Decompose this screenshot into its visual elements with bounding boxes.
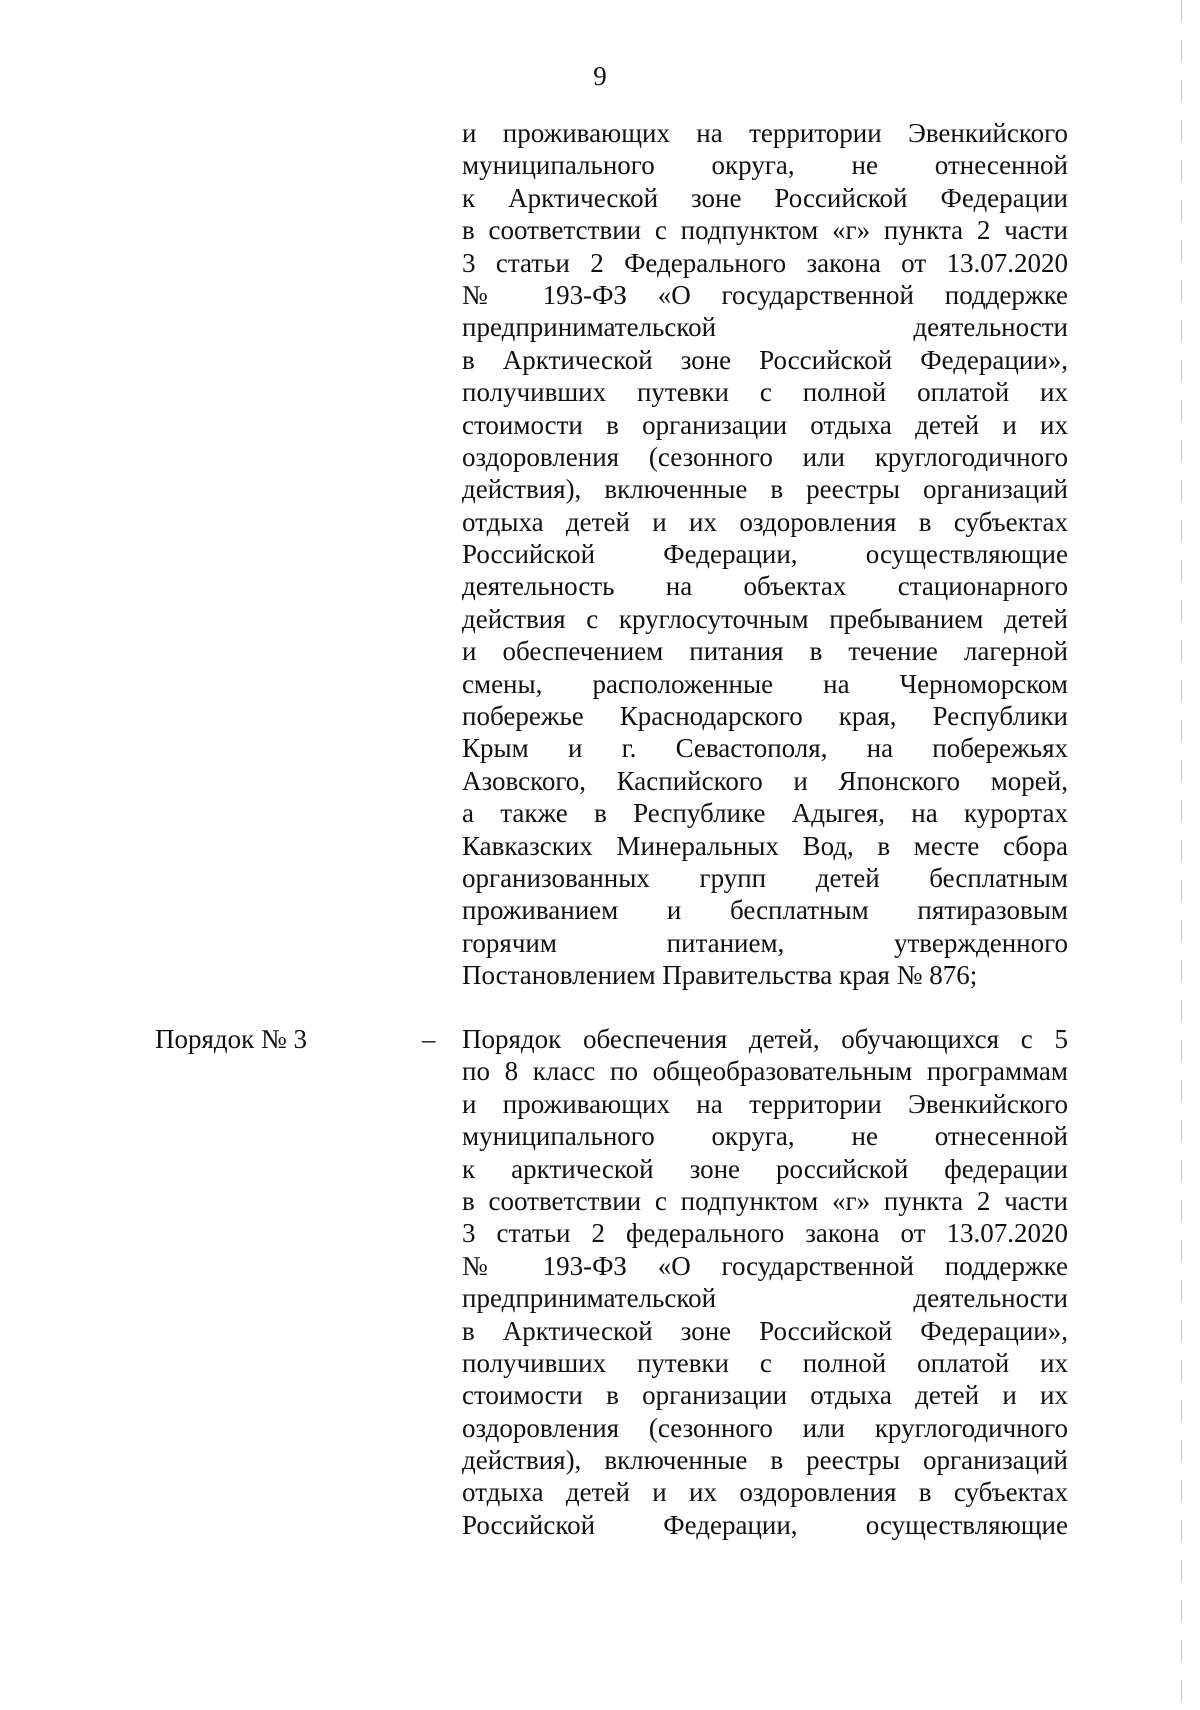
paragraph-line: предпринимательской деятельности (462, 312, 1068, 343)
paragraph-line: № 193-ФЗ «О государственной поддержке (462, 1250, 1068, 1281)
paragraph-line: Постановлением Правительства края № 876; (462, 960, 978, 991)
paragraph-line: стоимости в организации отдыха детей и их (462, 1380, 1068, 1411)
paragraph-line: стоимости в организации отдыха детей и их (462, 409, 1068, 440)
paragraph-line: Азовского, Каспийского и Японского морей, (462, 765, 1068, 796)
page-number: 9 (593, 61, 607, 91)
paragraph-line: действия), включенные в реестры организаций (462, 474, 1068, 505)
paragraph-line: а также в Республике Адыгея, на курортах (462, 798, 1068, 829)
paragraph-line: 3 статьи 2 Федерального закона от 13.07.2020 (462, 247, 1068, 278)
paragraph-line: Российской Федерации, осуществляющие (462, 1509, 1068, 1540)
paragraph-line: муниципального округа, не отнесенной (462, 1121, 1068, 1152)
paragraph-line: и проживающих на территории Эвенкийского (462, 1088, 1068, 1119)
paragraph-line: в соответствии с подпунктом «г» пункта 2 части (462, 215, 1068, 246)
order-label: Порядок № 3 (155, 1024, 308, 1054)
paragraph-line: Кавказских Минеральных Вод, в месте сбора (462, 830, 1068, 861)
paragraph-line: действия с круглосуточным пребыванием детей (462, 603, 1068, 634)
paragraph-line: и обеспечением питания в течение лагерной (462, 636, 1068, 667)
paragraph-line: в Арктической зоне Российской Федерации», (462, 344, 1068, 375)
paragraph-line: получивших путевки с полной оплатой их (462, 1347, 1068, 1378)
paragraph-line: № 193-ФЗ «О государственной поддержке (462, 279, 1068, 310)
dash-separator: – (422, 1024, 436, 1054)
paragraph-line: организованных групп детей бесплатным (462, 862, 1068, 893)
paragraph-line: отдыха детей и их оздоровления в субъектах (462, 506, 1068, 537)
continued-paragraph (462, 117, 1068, 992)
paragraph-line: получивших путевки с полной оплатой их (462, 377, 1068, 408)
paragraph-line: Крым и г. Севастополя, на побережьях (462, 733, 1068, 764)
order-description (462, 1023, 1068, 1541)
paragraph-line: оздоровления (сезонного или круглогодичного (462, 441, 1068, 472)
paragraph-line: Порядок обеспечения детей, обучающихся с 5 (462, 1024, 1068, 1054)
paragraph-line: 3 статьи 2 федерального закона от 13.07.2020 (462, 1218, 1068, 1249)
paragraph-line: смены, расположенные на Черноморском (462, 668, 1068, 699)
paragraph-line: муниципального округа, не отнесенной (462, 150, 1068, 181)
paragraph-line: в Арктической зоне Российской Федерации», (462, 1315, 1068, 1346)
paragraph-line: и проживающих на территории Эвенкийского (462, 118, 1068, 148)
paragraph-line: по 8 класс по общеобразовательным программам (462, 1056, 1068, 1087)
paragraph-line: отдыха детей и их оздоровления в субъектах (462, 1477, 1068, 1508)
paragraph-line: оздоровления (сезонного или круглогодичного (462, 1412, 1068, 1443)
paragraph-line: действия), включенные в реестры организаций (462, 1445, 1068, 1476)
paragraph-line: проживанием и бесплатным пятиразовым (462, 895, 1068, 926)
paragraph-line: к Арктической зоне Российской Федерации (462, 182, 1068, 213)
paragraph-line: горячим питанием, утвержденного (462, 927, 1068, 958)
paragraph-line: побережье Краснодарского края, Республики (462, 701, 1068, 732)
paragraph-line: деятельность на объектах стационарного (462, 571, 1068, 602)
paragraph-line: предпринимательской деятельности (462, 1283, 1068, 1314)
paragraph-line: Российской Федерации, осуществляющие (462, 539, 1068, 570)
scan-edge-line (1181, 0, 1182, 1710)
paragraph-line: в соответствии с подпунктом «г» пункта 2 части (462, 1185, 1068, 1216)
paragraph-line: к арктической зоне российской федерации (462, 1153, 1068, 1184)
